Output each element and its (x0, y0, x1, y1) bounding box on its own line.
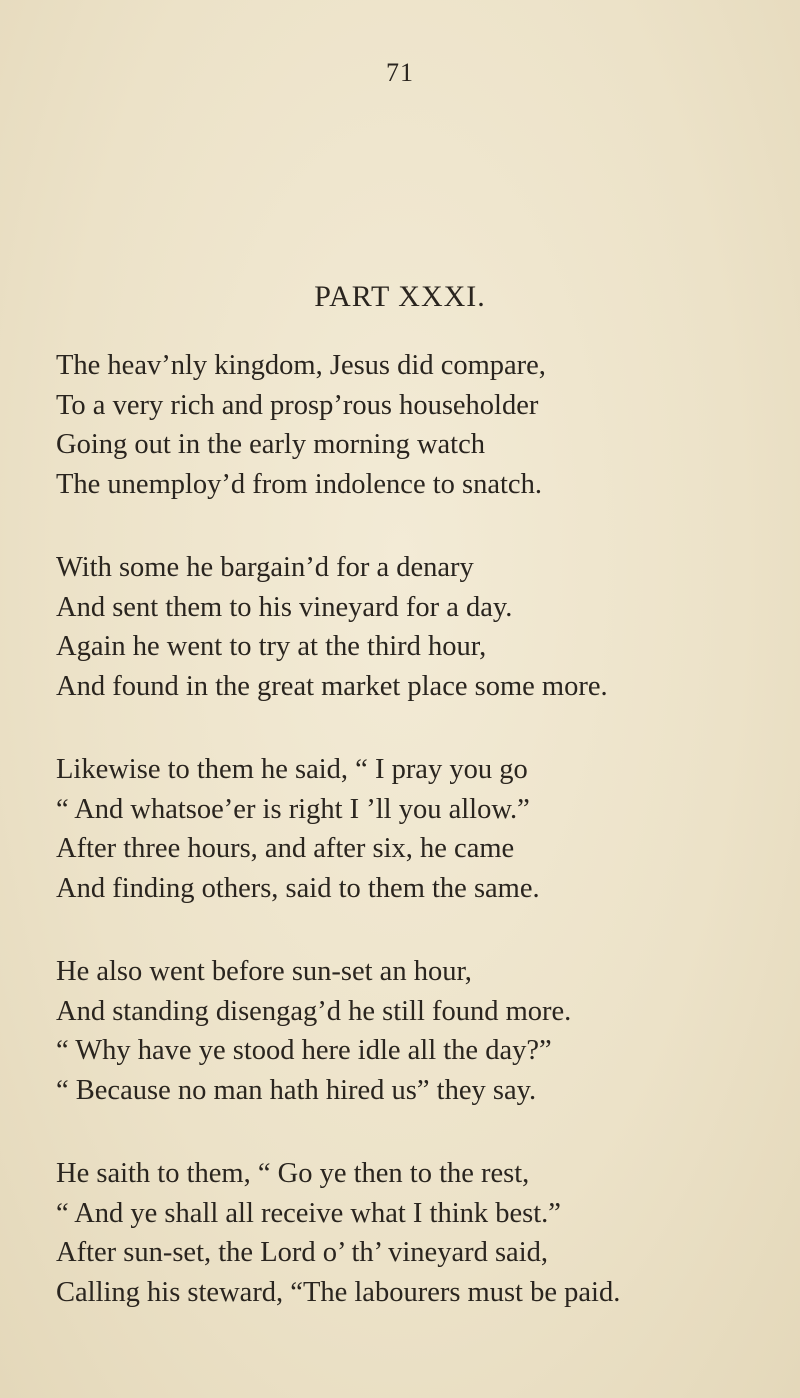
poem-line: With some he bargain’d for a denary (56, 552, 474, 583)
poem-line: After sun-set, the Lord o’ th’ vineyard said, (56, 1237, 549, 1268)
poem-line: “ Because no man hath hired us” they say. (56, 1074, 537, 1106)
poem-line: And found in the great market place some more. (56, 670, 608, 702)
poem-line: Going out in the early morning watch (56, 429, 485, 460)
poem-line: The unemploy’d from indolence to snatch. (56, 468, 542, 500)
stanza-5 (56, 1154, 776, 1312)
poem-line: Calling his steward, “The labourers must be paid. (56, 1276, 621, 1308)
poem-line: To a very rich and prosp’rous householder (56, 389, 539, 421)
poem-line: And standing disengag’d he still found more. (56, 995, 572, 1027)
part-title: PART XXXI. (314, 280, 486, 313)
poem-body (56, 346, 776, 1356)
poem-line: He also went before sun-set an hour, (56, 956, 472, 987)
poem-line: He saith to them, “ Go ye then to the rest, (56, 1158, 530, 1189)
poem-line: And finding others, said to them the same. (56, 872, 540, 904)
stanza-4 (56, 952, 776, 1110)
poem-line: “ And whatsoe’er is right I ’ll you allow.” (56, 793, 530, 825)
page-number: 71 (386, 58, 414, 87)
stanza-2 (56, 548, 776, 706)
poem-line: The heav’nly kingdom, Jesus did compare, (56, 350, 546, 381)
poem-line: “ Why have ye stood here idle all the day?” (56, 1035, 552, 1066)
poem-line: Likewise to them he said, “ I pray you go (56, 754, 528, 785)
poem-line: And sent them to his vineyard for a day. (56, 591, 513, 623)
poem-line: After three hours, and after six, he came (56, 833, 515, 864)
poem-line: “ And ye shall all receive what I think best.” (56, 1197, 561, 1229)
stanza-1 (56, 346, 776, 504)
poem-line: Again he went to try at the third hour, (56, 631, 487, 662)
stanza-3 (56, 750, 776, 908)
